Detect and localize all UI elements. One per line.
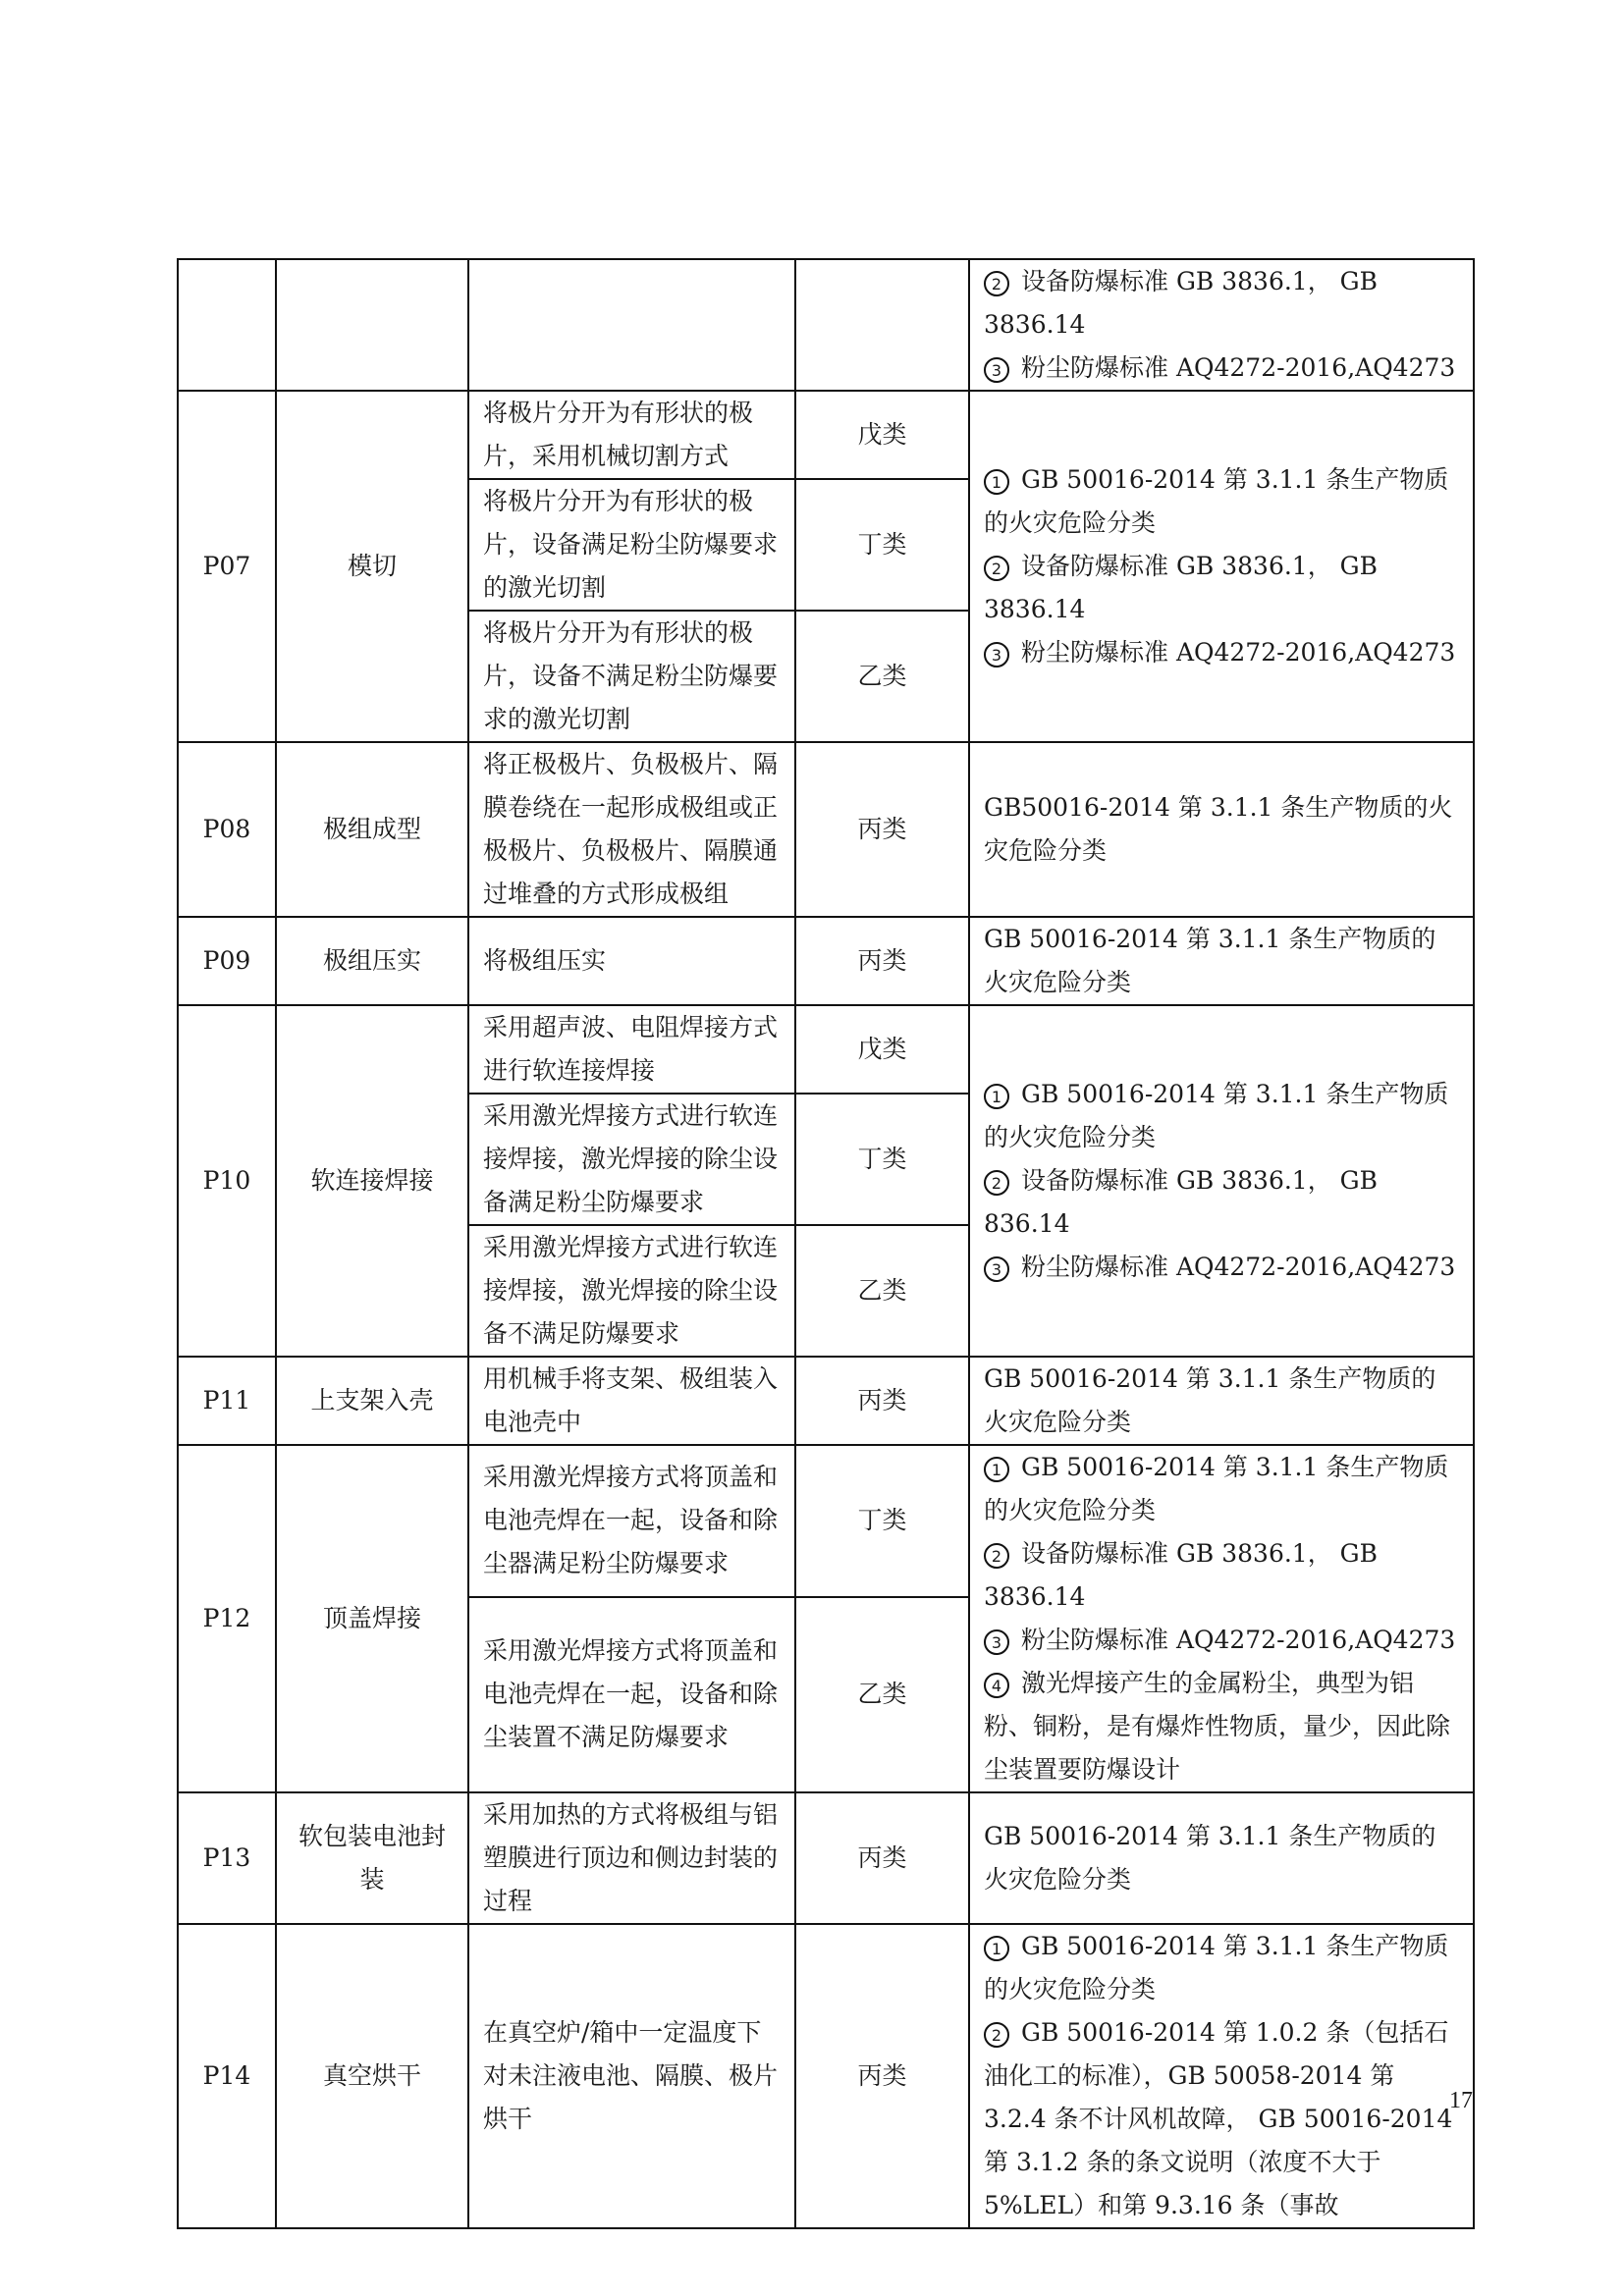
class-cell: 丙类 bbox=[795, 917, 969, 1005]
class-cell: 丁类 bbox=[795, 1094, 969, 1225]
class-cell: 丙类 bbox=[795, 1924, 969, 2228]
code-cell: P12 bbox=[178, 1445, 276, 1792]
circled-number-icon: 3 bbox=[984, 1256, 1009, 1282]
circled-number-icon: 2 bbox=[984, 1543, 1009, 1569]
table-row bbox=[178, 259, 1474, 391]
name-cell: 顶盖焊接 bbox=[276, 1445, 468, 1792]
basis-item: 2 GB 50016-2014 第 1.0.2 条（包括石油化工的标准），GB 50058-2014 第 3.2.4 条不计风机故障， GB 50016-2014 第 3.1.2 条的条文说明（浓度不大于 5%LEL）和第 9.3.16 条（事故 bbox=[984, 2018, 1453, 2219]
circled-number-icon: 2 bbox=[984, 1170, 1009, 1196]
table-row bbox=[178, 1005, 1474, 1094]
name-cell: 极组成型 bbox=[276, 742, 468, 917]
circled-number-icon: 1 bbox=[984, 1936, 1009, 1961]
name-cell: 软包装电池封装 bbox=[276, 1792, 468, 1924]
desc-cell: 采用加热的方式将极组与铝塑膜进行顶边和侧边封装的过程 bbox=[468, 1792, 795, 1924]
basis-item: 4 激光焊接产生的金属粉尘，典型为铝粉、铜粉，是有爆炸性物质，量少，因此除尘装置要防爆设计 bbox=[984, 1669, 1451, 1784]
desc-cell: 采用激光焊接方式进行软连接焊接，激光焊接的除尘设备不满足防爆要求 bbox=[468, 1225, 795, 1357]
table-row bbox=[178, 742, 1474, 917]
class-cell: 戊类 bbox=[795, 1005, 969, 1094]
basis-cell bbox=[969, 259, 1474, 391]
circled-number-icon: 2 bbox=[984, 556, 1009, 581]
desc-cell: 采用激光焊接方式将顶盖和电池壳焊在一起，设备和除尘装置不满足防爆要求 bbox=[468, 1597, 795, 1793]
class-cell: 丙类 bbox=[795, 1792, 969, 1924]
code-cell: P07 bbox=[178, 391, 276, 742]
desc-cell: 将极片分开为有形状的极片，设备不满足粉尘防爆要求的激光切割 bbox=[468, 611, 795, 742]
desc-cell: 采用超声波、电阻焊接方式进行软连接焊接 bbox=[468, 1005, 795, 1094]
basis-cell bbox=[969, 1924, 1474, 2228]
class-cell bbox=[795, 259, 969, 391]
desc-cell: 用机械手将支架、极组装入电池壳中 bbox=[468, 1357, 795, 1445]
code-cell: P13 bbox=[178, 1792, 276, 1924]
page-number: 17 bbox=[1449, 2088, 1473, 2113]
code-cell: P09 bbox=[178, 917, 276, 1005]
name-cell: 上支架入壳 bbox=[276, 1357, 468, 1445]
name-cell: 真空烘干 bbox=[276, 1924, 468, 2228]
basis-item: 3 粉尘防爆标准 AQ4272-2016,AQ4273 bbox=[984, 347, 1459, 390]
basis-item: 2 设备防爆标准 GB 3836.1， GB 3836.14 bbox=[984, 1539, 1379, 1611]
circled-number-icon: 2 bbox=[984, 271, 1009, 296]
circled-number-icon: 1 bbox=[984, 1457, 1009, 1482]
table-row bbox=[178, 1357, 1474, 1445]
desc-cell: 采用激光焊接方式进行软连接焊接，激光焊接的除尘设备满足粉尘防爆要求 bbox=[468, 1094, 795, 1225]
class-cell: 丁类 bbox=[795, 479, 969, 611]
basis-item: 2 设备防爆标准 GB 3836.1， GB 3836.14 bbox=[984, 267, 1379, 339]
name-cell: 极组压实 bbox=[276, 917, 468, 1005]
code-cell: P11 bbox=[178, 1357, 276, 1445]
desc-cell: 将极片分开为有形状的极片，采用机械切割方式 bbox=[468, 391, 795, 479]
basis-cell bbox=[969, 391, 1474, 742]
table-row bbox=[178, 391, 1474, 479]
basis-item: 2 设备防爆标准 GB 3836.1， GB 836.14 bbox=[984, 1166, 1379, 1238]
code-cell: P08 bbox=[178, 742, 276, 917]
desc-cell: 将极组压实 bbox=[468, 917, 795, 1005]
code-cell: P14 bbox=[178, 1924, 276, 2228]
desc-cell: 将正极极片、负极极片、隔膜卷绕在一起形成极组或正极极片、负极极片、隔膜通过堆叠的方式形成极组 bbox=[468, 742, 795, 917]
table-row bbox=[178, 917, 1474, 1005]
class-cell: 丙类 bbox=[795, 1357, 969, 1445]
class-cell: 戊类 bbox=[795, 391, 969, 479]
class-cell: 乙类 bbox=[795, 1225, 969, 1357]
basis-item: 3 粉尘防爆标准 AQ4272-2016,AQ4273 bbox=[984, 1619, 1459, 1662]
hazard-classification-table bbox=[177, 258, 1475, 2229]
class-cell: 丁类 bbox=[795, 1445, 969, 1597]
circled-number-icon: 1 bbox=[984, 1084, 1009, 1109]
basis-item: 1 GB 50016-2014 第 3.1.1 条生产物质的火灾危险分类 bbox=[984, 1932, 1449, 2003]
basis-item: 3 粉尘防爆标准 AQ4272-2016,AQ4273 bbox=[984, 1246, 1459, 1289]
circled-number-icon: 2 bbox=[984, 2022, 1009, 2048]
basis-item: 2 设备防爆标准 GB 3836.1， GB 3836.14 bbox=[984, 552, 1379, 623]
desc-cell: 在真空炉/箱中一定温度下对未注液电池、隔膜、极片烘干 bbox=[468, 1924, 795, 2228]
circled-number-icon: 1 bbox=[984, 469, 1009, 495]
desc-cell bbox=[468, 259, 795, 391]
basis-item: 1 GB 50016-2014 第 3.1.1 条生产物质的火灾危险分类 bbox=[984, 465, 1449, 537]
circled-number-icon: 4 bbox=[984, 1673, 1009, 1698]
circled-number-icon: 3 bbox=[984, 1629, 1009, 1655]
class-cell: 乙类 bbox=[795, 1597, 969, 1793]
desc-cell: 将极片分开为有形状的极片，设备满足粉尘防爆要求的激光切割 bbox=[468, 479, 795, 611]
class-cell: 丙类 bbox=[795, 742, 969, 917]
basis-item: 1 GB 50016-2014 第 3.1.1 条生产物质的火灾危险分类 bbox=[984, 1080, 1449, 1151]
table-row bbox=[178, 1445, 1474, 1597]
desc-cell: 采用激光焊接方式将顶盖和电池壳焊在一起，设备和除尘器满足粉尘防爆要求 bbox=[468, 1445, 795, 1597]
basis-cell bbox=[969, 1445, 1474, 1792]
basis-cell bbox=[969, 1005, 1474, 1357]
circled-number-icon: 3 bbox=[984, 642, 1009, 667]
basis-cell: GB 50016-2014 第 3.1.1 条生产物质的火灾危险分类 bbox=[969, 1357, 1474, 1445]
basis-cell: GB50016-2014 第 3.1.1 条生产物质的火灾危险分类 bbox=[969, 742, 1474, 917]
code-cell bbox=[178, 259, 276, 391]
name-cell: 模切 bbox=[276, 391, 468, 742]
circled-number-icon: 3 bbox=[984, 357, 1009, 383]
basis-item: 1 GB 50016-2014 第 3.1.1 条生产物质的火灾危险分类 bbox=[984, 1453, 1449, 1524]
basis-item: 3 粉尘防爆标准 AQ4272-2016,AQ4273 bbox=[984, 631, 1459, 674]
name-cell: 软连接焊接 bbox=[276, 1005, 468, 1357]
class-cell: 乙类 bbox=[795, 611, 969, 742]
basis-cell: GB 50016-2014 第 3.1.1 条生产物质的火灾危险分类 bbox=[969, 917, 1474, 1005]
code-cell: P10 bbox=[178, 1005, 276, 1357]
basis-cell: GB 50016-2014 第 3.1.1 条生产物质的火灾危险分类 bbox=[969, 1792, 1474, 1924]
table-row bbox=[178, 1792, 1474, 1924]
table-row bbox=[178, 1924, 1474, 2228]
name-cell bbox=[276, 259, 468, 391]
